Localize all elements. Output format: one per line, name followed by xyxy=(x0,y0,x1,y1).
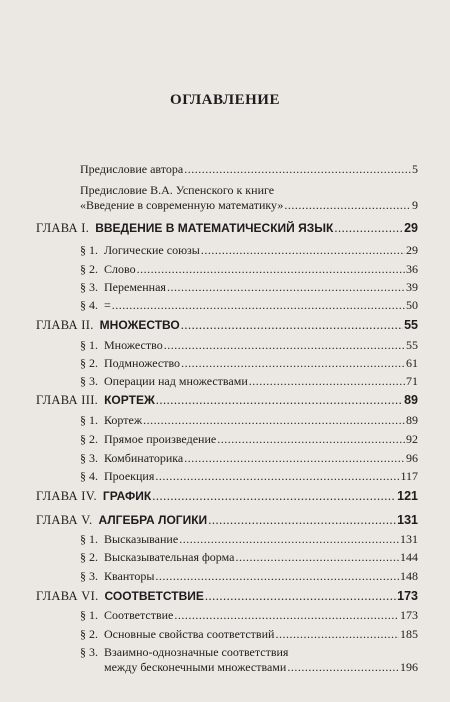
dot-leader xyxy=(217,432,405,447)
chapter-title: КОРТЕЖ xyxy=(104,393,155,407)
entry-label-line1: Предисловие В.А. Успенского к книге xyxy=(80,183,275,197)
section-number: § 4. xyxy=(80,469,98,483)
page-title: ОГЛАВЛЕНИЕ xyxy=(170,92,280,108)
section-page: 196 xyxy=(400,660,418,674)
toc-chapter-1 xyxy=(36,221,418,236)
chapter-number: ГЛАВА I. xyxy=(36,221,90,235)
toc-chapter-3 xyxy=(36,393,418,408)
toc-section xyxy=(80,374,418,389)
entry-label: Предисловие автора xyxy=(80,162,184,176)
section-number: § 3. xyxy=(80,451,98,465)
dot-leader xyxy=(208,513,396,528)
toc-section xyxy=(80,550,418,565)
toc-section xyxy=(80,262,418,277)
entry-page: 9 xyxy=(412,198,418,212)
chapter-title: СООТВЕТСТВИЕ xyxy=(104,589,204,603)
section-title: Прямое произведение xyxy=(104,432,217,446)
toc-section xyxy=(80,608,418,623)
toc-chapter-5 xyxy=(36,513,418,528)
dot-leader xyxy=(164,338,405,353)
dot-leader xyxy=(284,198,411,213)
toc-entry-preface-author xyxy=(80,162,418,177)
toc-section xyxy=(80,356,418,371)
section-number: § 1. xyxy=(80,338,98,352)
toc-chapter-2 xyxy=(36,318,418,333)
dot-leader xyxy=(181,356,405,371)
toc-section xyxy=(80,338,418,353)
entry-label-line2: «Введение в современную математику» xyxy=(80,198,284,212)
section-title: Множество xyxy=(104,338,163,352)
entry-page: 5 xyxy=(412,162,418,176)
chapter-page: 173 xyxy=(397,589,418,603)
section-number: § 2. xyxy=(80,627,98,641)
dot-leader xyxy=(287,660,399,675)
section-title: Кванторы xyxy=(104,569,155,583)
section-page: 96 xyxy=(406,451,418,465)
section-number: § 1. xyxy=(80,532,98,546)
section-number: § 2. xyxy=(80,550,98,564)
dot-leader xyxy=(275,627,399,642)
section-page: 148 xyxy=(400,569,418,583)
section-page: 92 xyxy=(406,432,418,446)
toc-section xyxy=(80,569,418,584)
dot-leader xyxy=(205,589,396,604)
section-number: § 1. xyxy=(80,608,98,622)
section-page: 36 xyxy=(406,262,418,276)
chapter-page: 29 xyxy=(404,221,418,235)
toc-entry-preface-uspensky xyxy=(80,183,418,213)
entry-line2 xyxy=(80,660,418,675)
section-title: Переменная xyxy=(104,280,166,294)
section-title: Слово xyxy=(104,262,136,276)
chapter-number: ГЛАВА III. xyxy=(36,393,99,407)
section-number: § 3. xyxy=(80,374,98,388)
dot-leader xyxy=(174,608,399,623)
toc-section xyxy=(80,532,418,547)
chapter-title: ВВЕДЕНИЕ В МАТЕМАТИЧЕСКИЙ ЯЗЫК xyxy=(95,221,334,235)
dot-leader xyxy=(155,469,399,484)
section-page: 39 xyxy=(406,280,418,294)
section-number: § 4. xyxy=(80,298,98,312)
section-page: 173 xyxy=(400,608,418,622)
entry-line2 xyxy=(80,198,418,213)
dot-leader xyxy=(167,280,405,295)
toc-section xyxy=(80,243,418,258)
dot-leader xyxy=(181,318,403,333)
chapter-number: ГЛАВА IV. xyxy=(36,489,97,503)
section-number: § 2. xyxy=(80,262,98,276)
dot-leader xyxy=(201,243,405,258)
dot-leader xyxy=(112,298,405,313)
section-page: 71 xyxy=(406,374,418,388)
section-number: § 3. xyxy=(80,280,98,294)
toc-chapter-4 xyxy=(36,489,418,504)
chapter-page: 131 xyxy=(397,513,418,527)
toc-section xyxy=(80,627,418,642)
chapter-page: 121 xyxy=(397,489,418,503)
section-page: 131 xyxy=(400,532,418,546)
toc-section xyxy=(80,432,418,447)
section-number: § 1. xyxy=(80,413,98,427)
section-number: § 2. xyxy=(80,432,98,446)
chapter-page: 89 xyxy=(404,393,418,407)
chapter-title: АЛГЕБРА ЛОГИКИ xyxy=(98,513,208,527)
chapter-number: ГЛАВА V. xyxy=(36,513,93,527)
section-title: Комбинаторика xyxy=(104,451,184,465)
section-page: 117 xyxy=(400,469,418,483)
toc-section-two-line xyxy=(80,645,418,675)
section-page: 55 xyxy=(406,338,418,352)
toc-chapter-6 xyxy=(36,589,418,604)
chapter-number: ГЛАВА VI. xyxy=(36,589,99,603)
section-title: Высказывание xyxy=(104,532,179,546)
section-title: Логические союзы xyxy=(104,243,200,257)
section-number: § 2. xyxy=(80,356,98,370)
toc-section xyxy=(80,413,418,428)
toc-section xyxy=(80,298,418,313)
chapter-page: 55 xyxy=(404,318,418,332)
dot-leader xyxy=(155,569,399,584)
chapter-title: ГРАФИК xyxy=(102,489,152,503)
dot-leader xyxy=(179,532,399,547)
section-number: § 3. xyxy=(80,645,98,659)
section-page: 29 xyxy=(406,243,418,257)
dot-leader xyxy=(137,262,405,277)
section-title: Высказывательная форма xyxy=(104,550,235,564)
section-page: 185 xyxy=(400,627,418,641)
section-title-line1: Взаимно-однозначные соответствия xyxy=(104,645,289,659)
dot-leader xyxy=(143,413,405,428)
section-page: 50 xyxy=(406,298,418,312)
section-title: Подмножество xyxy=(104,356,181,370)
section-title-line2: между бесконечными множествами xyxy=(104,660,287,674)
chapter-number: ГЛАВА II. xyxy=(36,318,94,332)
dot-leader xyxy=(249,374,405,389)
section-page: 144 xyxy=(400,550,418,564)
section-title: Операции над множествами xyxy=(104,374,248,388)
toc-section xyxy=(80,469,418,484)
chapter-title: МНОЖЕСТВО xyxy=(99,318,180,332)
toc-section xyxy=(80,280,418,295)
dot-leader xyxy=(156,393,403,408)
section-number: § 1. xyxy=(80,243,98,257)
section-title: Кортеж xyxy=(104,413,143,427)
dot-leader xyxy=(235,550,399,565)
section-page: 61 xyxy=(406,356,418,370)
section-title: Проекция xyxy=(104,469,155,483)
dot-leader xyxy=(184,162,411,177)
section-title: Соответствие xyxy=(104,608,174,622)
section-title: = xyxy=(104,298,111,312)
section-number: § 3. xyxy=(80,569,98,583)
section-page: 89 xyxy=(406,413,418,427)
toc-section xyxy=(80,451,418,466)
dot-leader xyxy=(152,489,396,504)
dot-leader xyxy=(184,451,405,466)
dot-leader xyxy=(334,221,403,236)
section-title: Основные свойства соответствий xyxy=(104,627,275,641)
